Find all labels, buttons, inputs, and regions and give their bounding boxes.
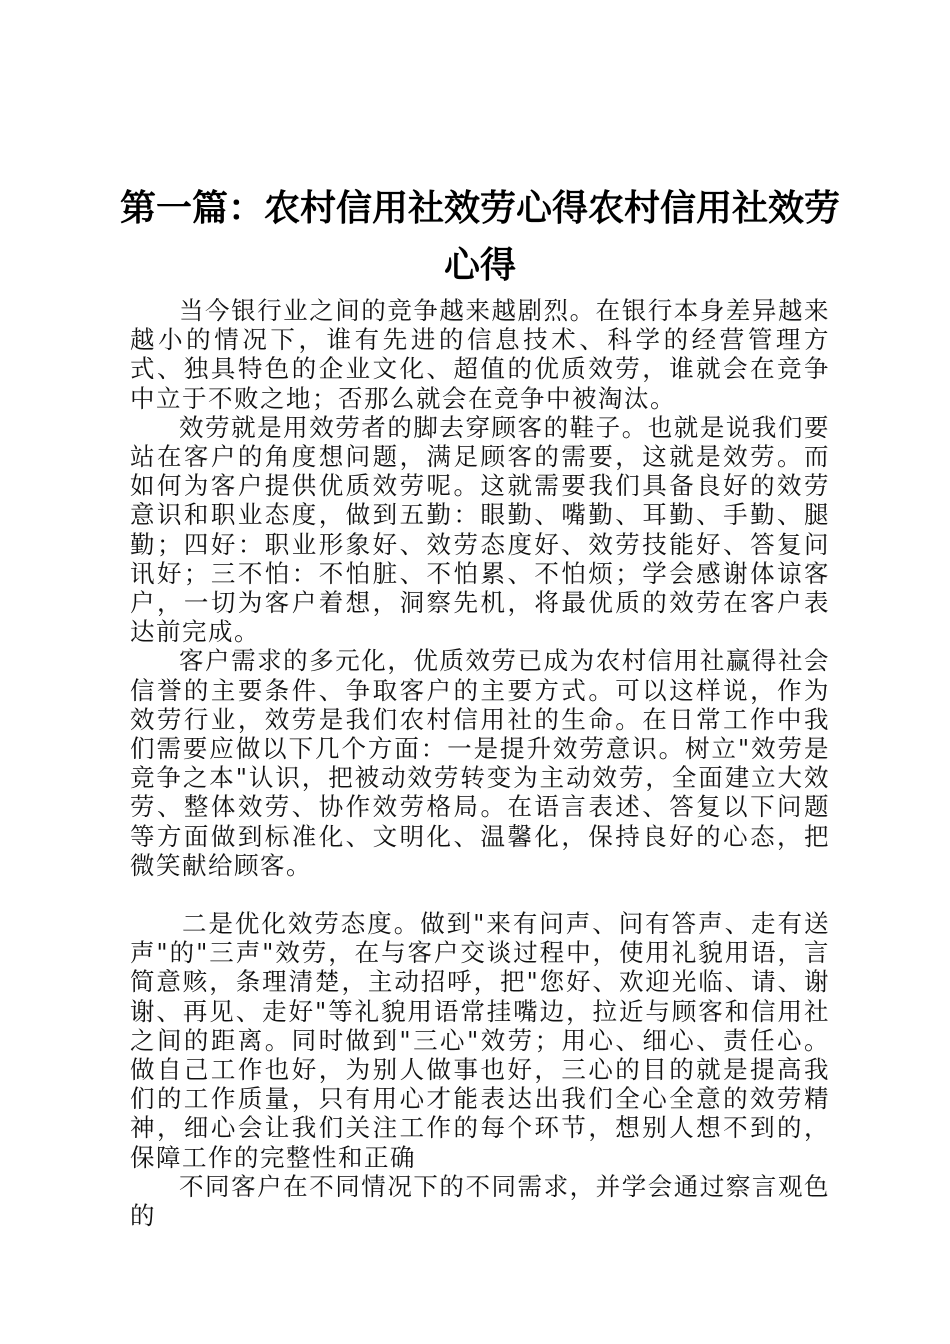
paragraph-3: 客户需求的多元化，优质效劳已成为农村信用社赢得社会信誉的主要条件、争取客户的主要方式。可以这样说，作为效劳行业，效劳是我们农村信用社的生命。在日常工作中我们需要应做以下几个方面：一是提升效劳意识。树立"效劳是竞争之本"认识，把被动效劳转变为主动效劳，全面建立大效劳、整体效劳、协作效劳格局。在语言表述、答复以下问题等方面做到标准化、文明化、温馨化，保持良好的心态，把微笑献给顾客。 xyxy=(130,646,830,880)
document-title-line-1: 第一篇：农村信用社效劳心得农村信用社效劳 xyxy=(119,188,840,229)
document-title-line-2: 心得 xyxy=(443,245,516,286)
paragraph-2: 效劳就是用效劳者的脚去穿顾客的鞋子。也就是说我们要站在客户的角度想问题，满足顾客的需要，这就是效劳。而如何为客户提供优质效劳呢。这就需要我们具备良好的效劳意识和职业态度，做到五勤：眼勤、嘴勤、耳勤、手勤、腿勤；四好：职业形象好、效劳态度好、效劳技能好、答复问讯好；三不怕：不怕脏、不怕累、不怕烦；学会感谢体谅客户，一切为客户着想，洞察先机，将最优质的效劳在客户表达前完成。 xyxy=(130,412,830,647)
paragraph-5: 不同客户在不同情况下的不同需求，并学会通过察言观色的 xyxy=(130,1171,830,1231)
paragraph-4: 二是优化效劳态度。做到"来有问声、问有答声、走有送声"的"三声"效劳，在与客户交谈过程中，使用礼貌用语，言简意赅，条理清楚，主动招呼，把"您好、欢迎光临、请、谢谢、再见、走好"等礼貌用语常挂嘴边，拉近与顾客和信用社之间的距离。同时做到"三心"效劳；用心、细心、责任心。做自己工作也好，为别人做事也好，三心的目的就是提高我们的工作质量，只有用心才能表达出我们全心全意的效劳精神，细心会让我们关注工作的每个环节，想别人想不到的，保障工作的完整性和正确 xyxy=(130,909,830,1172)
document-body xyxy=(130,296,830,1230)
paragraph-1: 当今银行业之间的竞争越来越剧烈。在银行本身差异越来越小的情况下，谁有先进的信息技术、科学的经营管理方式、独具特色的企业文化、超值的优质效劳，谁就会在竞争中立于不败之地；否那么就会在竞争中被淘汰。 xyxy=(130,296,830,413)
paragraph-gap xyxy=(130,880,830,909)
